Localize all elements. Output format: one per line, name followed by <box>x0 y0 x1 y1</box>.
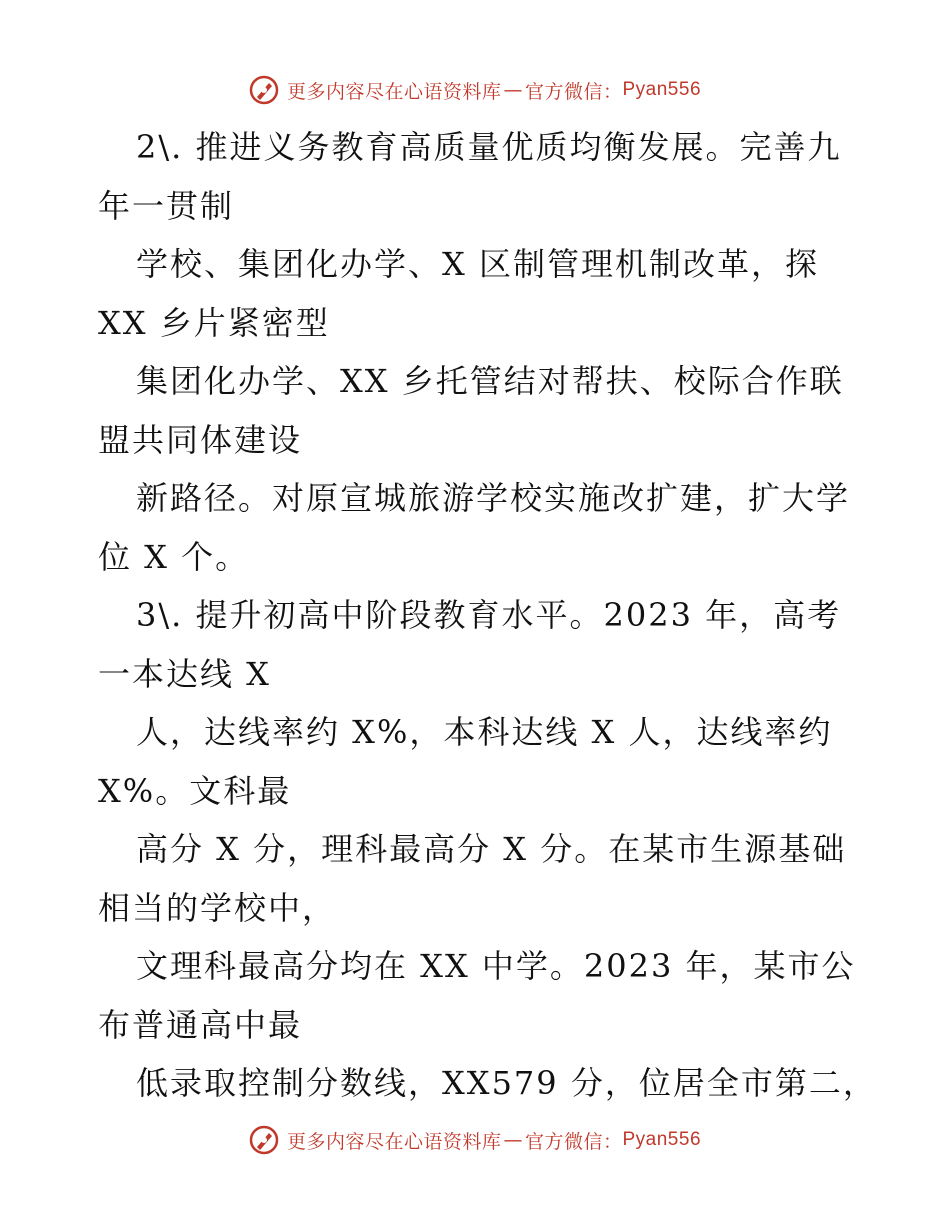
text-line: 相当的学校中， <box>98 888 337 927</box>
watermark-official: 官方微信： <box>524 1130 623 1153</box>
pen-logo-icon <box>249 75 279 105</box>
watermark-separator: — <box>503 1129 523 1151</box>
watermark-text: 更多内容尽在心语资料库 <box>286 1130 502 1153</box>
document-body <box>98 118 877 1113</box>
text-line: 新路径。对原宣城旅游学校实施改扩建，扩大学 <box>136 479 851 517</box>
text-line: 学校、集团化办学、X 区制管理机制改革，探 <box>136 245 819 283</box>
text-line: 2\. 推进义务教育高质量优质均衡发展。完善九 <box>136 128 842 166</box>
text-line: XX 乡片紧密型 <box>98 303 330 342</box>
text-line: 3\. 提升初高中阶段教育水平。2023 年，高考 <box>136 596 842 634</box>
text-line: 人，达线率约 X%，本科达线 X 人，达线率约 <box>136 713 833 751</box>
header-watermark <box>0 70 950 110</box>
text-line: 盟共同体建设 <box>98 420 303 459</box>
text-line: 高分 X 分，理科最高分 X 分。在某市生源基础 <box>136 830 847 868</box>
text-line: 年一贯制 <box>98 186 235 225</box>
text-line: X%。文科最 <box>98 771 292 810</box>
text-line: 布普通高中最 <box>98 1005 303 1044</box>
watermark-official: 官方微信： <box>524 80 623 103</box>
footer-watermark <box>0 1120 950 1160</box>
text-line: 一本达线 X <box>98 654 271 693</box>
pen-logo-icon <box>249 1125 279 1155</box>
text-line: 位 X 个。 <box>98 537 250 576</box>
watermark-text: 更多内容尽在心语资料库 <box>286 80 502 103</box>
text-line: 低录取控制分数线，XX579 分，位居全市第二， <box>136 1064 877 1102</box>
text-line: 文理科最高分均在 XX 中学。2023 年，某市公 <box>136 947 856 985</box>
watermark-handle: Pyan556 <box>622 1129 702 1150</box>
text-line: 集团化办学、XX 乡托管结对帮扶、校际合作联 <box>136 362 844 400</box>
watermark-handle: Pyan556 <box>622 79 702 100</box>
watermark-separator: — <box>503 79 523 101</box>
